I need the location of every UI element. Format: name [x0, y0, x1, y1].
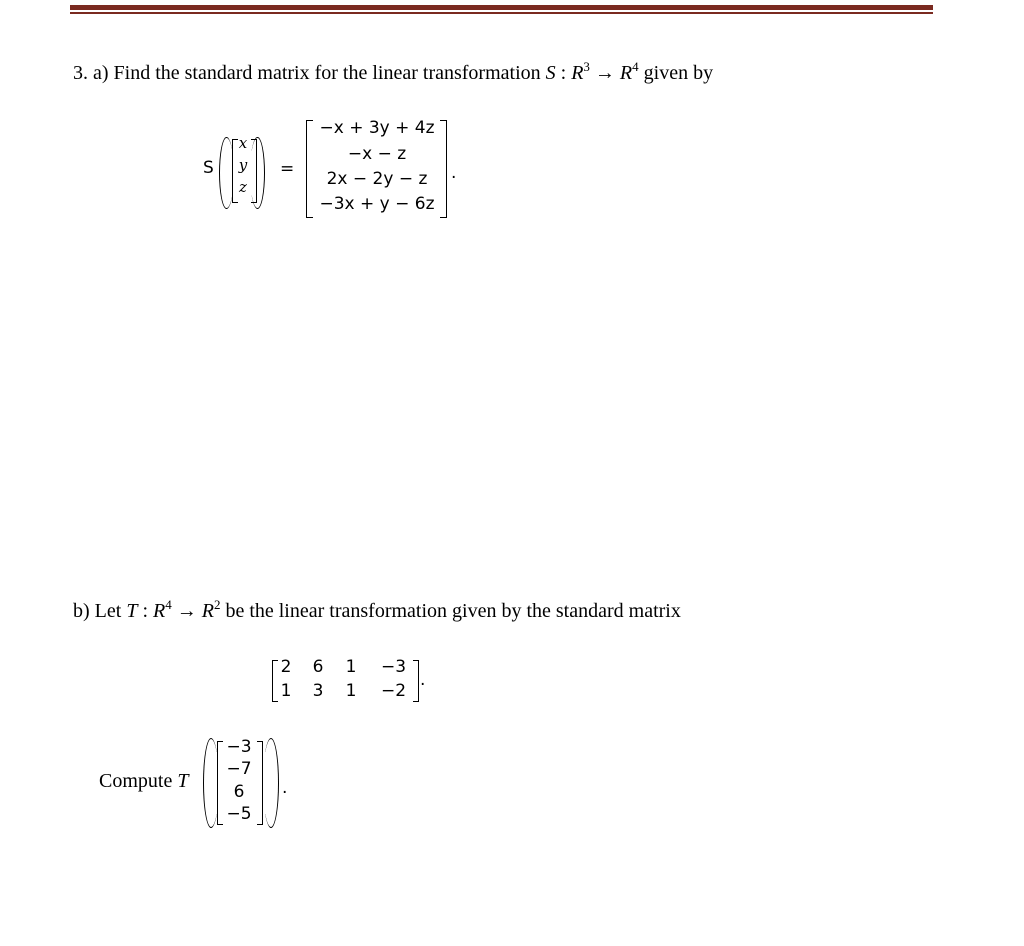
compute-vec-3: 6 — [233, 782, 245, 802]
q3b-exp2: 2 — [213, 597, 221, 612]
compute-vec-2: −7 — [226, 759, 252, 779]
matrix-T-r2c1: 1 — [280, 681, 292, 701]
eq-S-vec-z: z — [239, 178, 247, 196]
matrix-T-r2c3: 1 — [345, 681, 357, 701]
q3b-exp4: 4 — [165, 597, 172, 612]
matrix-T-r2c2: 3 — [312, 681, 324, 701]
eq-S-row-3: 2x − 2y − z — [326, 169, 428, 189]
eq-S-vec-right-bracket — [251, 139, 257, 203]
matrix-T-r1c2: 6 — [312, 657, 324, 677]
eq-S-period: . — [451, 163, 457, 183]
q3a-R4: R — [619, 62, 633, 84]
compute-vec-4: −5 — [226, 804, 252, 824]
compute-right-paren — [263, 738, 279, 828]
q3a-suffix: given by — [638, 62, 714, 84]
compute-label-text: Compute — [99, 770, 178, 792]
compute-T-name: T — [177, 770, 189, 792]
eq-S-name: S — [203, 158, 214, 178]
q3b-T: T — [126, 600, 138, 622]
eq-S-row-2: −x − z — [347, 144, 407, 164]
eq-S-vec-y: y — [238, 156, 248, 174]
compute-label — [99, 770, 188, 793]
eq-S-row-1: −x + 3y + 4z — [319, 118, 435, 138]
q3a-colon: : — [555, 62, 572, 84]
q3b-colon: : — [137, 600, 153, 622]
eq-S-equals: = — [280, 159, 295, 179]
q3a-arrow: → — [589, 62, 620, 84]
matrix-T-r2c4: −2 — [381, 681, 407, 701]
eq-S-row-4: −3x + y − 6z — [319, 194, 435, 214]
q3a-exp3: 3 — [583, 59, 590, 74]
q3b-R2: R — [201, 600, 214, 622]
matrix-T-r1c4: −3 — [381, 657, 407, 677]
q3a-exp4: 4 — [632, 59, 639, 74]
q3a-S: S — [545, 62, 556, 84]
matrix-T-r1c3: 1 — [345, 657, 357, 677]
compute-vec-1: −3 — [226, 737, 252, 757]
matrix-T-period: . — [420, 670, 426, 690]
q3b-suffix: be the linear transformation given by the standard matrix — [220, 600, 681, 622]
q3b-arrow: → — [171, 600, 202, 622]
top-rule-thin — [70, 12, 933, 14]
eq-S-vec-x: x — [238, 134, 248, 152]
matrix-T-right-bracket — [413, 660, 419, 702]
q3a-prefix: 3. a) Find the standard matrix for the linear transformation — [73, 62, 546, 84]
matrix-T-r1c1: 2 — [280, 657, 292, 677]
top-rule — [70, 5, 933, 10]
q3a-R3: R — [571, 62, 584, 84]
q3b-prefix: b) Let — [73, 600, 127, 622]
compute-vec-right-bracket — [257, 741, 263, 825]
compute-period: . — [282, 778, 288, 798]
question-3a — [73, 59, 714, 85]
question-3b — [73, 597, 681, 623]
q3b-R4: R — [153, 600, 166, 622]
